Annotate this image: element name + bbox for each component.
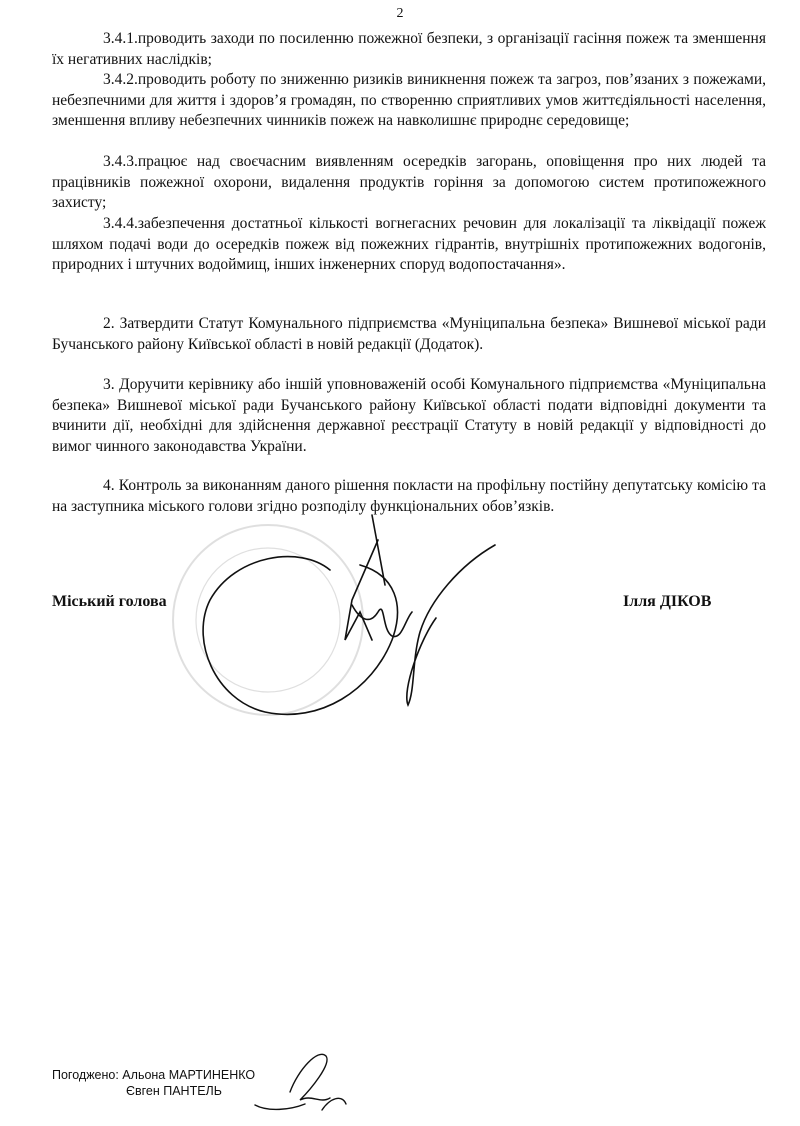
paragraph-item-3: 3. Доручити керівнику або іншій уповноваженій особі Комунального підприємства «Муніципальна безпека» Вишневої міської ради Бучанського району Київської області подати відповідні документи та вчинити дії, необхідні для здійснення державної реєстрації Статуту в новій редакції у відповідності до вимог чинного законодавства України. (52, 376, 766, 455)
paragraph-3-4-3: 3.4.3.працює над своєчасним виявленням осередків загорань, оповіщення про них людей та працівників пожежної охорони, видалення продуктів горіння за допомогою систем протипожежного захисту; (52, 153, 766, 211)
signatory-position: Міський голова (52, 593, 167, 610)
paragraph-3-4-4: 3.4.4.забезпечення достатньої кількості вогнегасних речовин для локалізації та ліквідації пожеж шляхом подачі води до осередків пожеж від пожежних гідрантів, внутрішніх протипожежних водогонів, природних і штучних водоймищ, інших інженерних споруд водопостачання». (52, 215, 766, 273)
page-number: 2 (396, 6, 404, 21)
approval-line-1: Погоджено: Альона МАРТИНЕНКО (52, 1068, 256, 1082)
signatory-name: Ілля ДІКОВ (623, 593, 712, 610)
paragraph-item-2: 2. Затвердити Статут Комунального підприємства «Муніципальна безпека» Вишневої міської ради Бучанського району Київської області в новій редакції (Додаток). (52, 315, 766, 353)
paragraph-3-4-1: 3.4.1.проводить заходи по посиленню пожежної безпеки, з організації гасіння пожеж та зменшення їх негативних наслідків; (52, 30, 766, 68)
paragraph-3-4-2: 3.4.2.проводить роботу по зниженню ризиків виникнення пожеж та загроз, пов’язаних з пожежами, небезпечними для життя і здоров’я громадян, по створенню сприятливих умов життєдіяльності населення, зменшення впливу небезпечних чинників пожеж на навколишнє природнє середовище; (52, 71, 766, 129)
paragraph-item-4: 4. Контроль за виконанням даного рішення покласти на профільну постійну депутатську комісію та на заступника міського голови згідно розподілу функціональних обов’язків. (52, 477, 766, 515)
approval-line-2: Євген ПАНТЕЛЬ (126, 1084, 222, 1098)
